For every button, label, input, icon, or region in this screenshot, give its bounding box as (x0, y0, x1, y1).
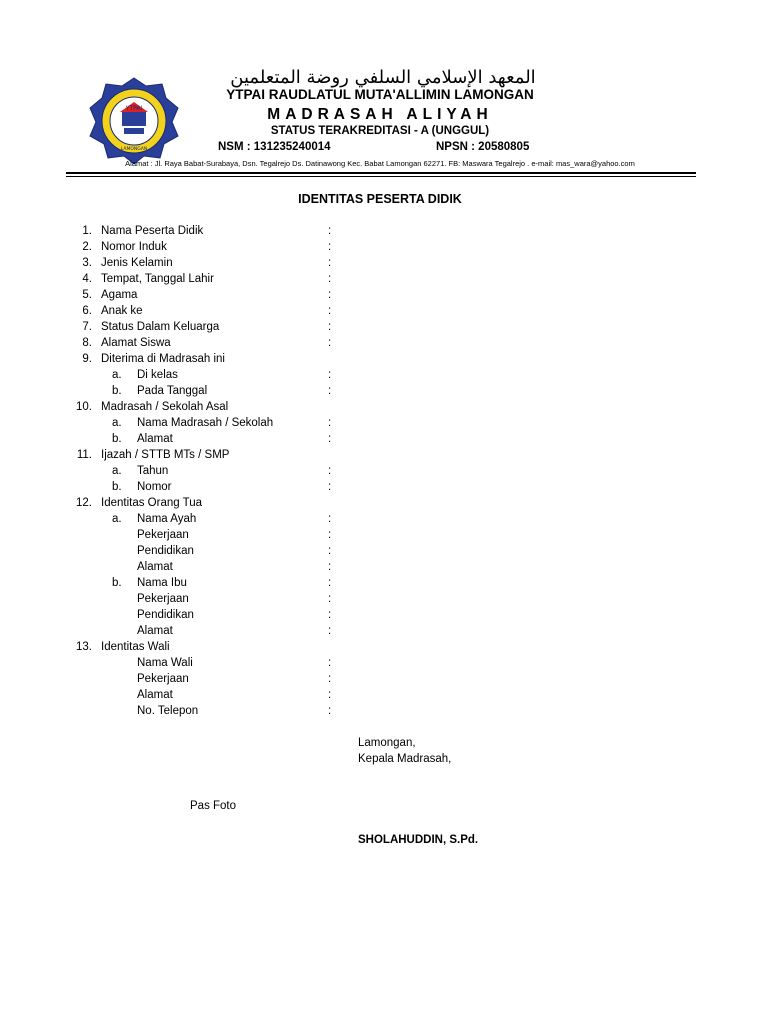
form-row (0, 353, 768, 369)
form-row (0, 561, 768, 577)
row-label: Nama Wali (137, 657, 193, 669)
accreditation-status: STATUS TERAKREDITASI - A (UNGGUL) (270, 125, 490, 137)
form-row (0, 705, 768, 721)
row-colon: : (328, 545, 332, 557)
logo-text-bottom: LAMONGAN (120, 147, 148, 152)
form-row (0, 449, 768, 465)
school-name: MADRASAH ALIYAH (267, 106, 493, 123)
row-label: Alamat (137, 625, 173, 637)
row-sub-letter: a. (112, 465, 122, 477)
form-row (0, 481, 768, 497)
school-address: Alamat : Jl. Raya Babat-Surabaya, Dsn. Tegalrejo Ds. Datinawong Kec. Babat Lamongan 62271. FB: Maswara Tegalrejo . e-mail: mas_wara@yahoo.com (125, 159, 635, 168)
row-sub-letter: b. (112, 385, 122, 397)
signature-place: Lamongan, (358, 737, 416, 749)
row-label: Diterima di Madrasah ini (101, 353, 225, 365)
photo-label: Pas Foto (190, 800, 237, 812)
row-colon: : (328, 321, 332, 333)
nsm-number: NSM : 131235240014 (218, 141, 331, 153)
row-colon: : (328, 561, 332, 573)
row-label: Identitas Wali (101, 641, 170, 653)
row-sub-letter: a. (112, 513, 122, 525)
row-sub-letter: a. (112, 369, 122, 381)
form-row (0, 625, 768, 641)
row-label: Ijazah / STTB MTs / SMP (101, 449, 230, 461)
form-row (0, 513, 768, 529)
row-colon: : (328, 337, 332, 349)
row-label: Nomor (137, 481, 172, 493)
row-number: 6. (82, 305, 92, 317)
row-label: Pendidikan (137, 609, 194, 621)
arabic-name: المعهد الإسلامي السلفي روضة المتعلمين (230, 67, 536, 88)
row-colon: : (328, 289, 332, 301)
row-label: Nomor Induk (101, 241, 167, 253)
row-sub-letter: b. (112, 433, 122, 445)
row-colon: : (328, 257, 332, 269)
document-title: IDENTITAS PESERTA DIDIK (298, 192, 462, 206)
row-label: Nama Peserta Didik (101, 225, 204, 237)
row-number: 3. (82, 257, 92, 269)
row-label: Tempat, Tanggal Lahir (101, 273, 214, 285)
row-label: Alamat (137, 433, 173, 445)
row-colon: : (328, 577, 332, 589)
row-sub-letter: a. (112, 417, 122, 429)
row-colon: : (328, 465, 332, 477)
row-label: Di kelas (137, 369, 178, 381)
form-row (0, 433, 768, 449)
row-label: Alamat Siswa (101, 337, 171, 349)
form-row (0, 401, 768, 417)
form-row (0, 321, 768, 337)
row-colon: : (328, 305, 332, 317)
row-label: Nama Madrasah / Sekolah (137, 417, 274, 429)
row-colon: : (328, 417, 332, 429)
row-label: Alamat (137, 689, 173, 701)
row-number: 1. (82, 225, 92, 237)
row-colon: : (328, 385, 332, 397)
row-number: 5. (82, 289, 92, 301)
row-number: 9. (82, 353, 92, 365)
row-label: Nama Ibu (137, 577, 187, 589)
row-colon: : (328, 225, 332, 237)
row-number: 7. (82, 321, 92, 333)
form-row (0, 225, 768, 241)
row-colon: : (328, 673, 332, 685)
row-colon: : (328, 625, 332, 637)
row-number: 10. (76, 401, 92, 413)
row-label: No. Telepon (137, 705, 199, 717)
form-row (0, 241, 768, 257)
row-number: 2. (82, 241, 92, 253)
npsn-number: NPSN : 20580805 (436, 141, 530, 153)
row-number: 11. (76, 449, 92, 461)
form-row (0, 673, 768, 689)
form-row (0, 593, 768, 609)
row-label: Agama (101, 289, 138, 301)
foundation-name: YTPAI RAUDLATUL MUTA'ALLIMIN LAMONGAN (226, 87, 534, 102)
row-number: 13. (76, 641, 92, 653)
form-row (0, 609, 768, 625)
row-colon: : (328, 481, 332, 493)
row-label: Identitas Orang Tua (101, 497, 203, 509)
row-colon: : (328, 689, 332, 701)
row-label: Alamat (137, 561, 173, 573)
row-label: Pekerjaan (137, 593, 189, 605)
row-label: Nama Ayah (137, 513, 197, 525)
row-colon: : (328, 273, 332, 285)
form-row (0, 465, 768, 481)
row-colon: : (328, 513, 332, 525)
row-label: Pada Tanggal (137, 385, 208, 397)
form-row (0, 689, 768, 705)
form-row (0, 529, 768, 545)
row-colon: : (328, 705, 332, 717)
row-label: Tahun (137, 465, 169, 477)
form-row (0, 305, 768, 321)
row-label: Pekerjaan (137, 673, 189, 685)
row-label: Status Dalam Keluarga (101, 321, 220, 333)
form-row (0, 417, 768, 433)
row-sub-letter: b. (112, 577, 122, 589)
form-row (0, 337, 768, 353)
form-row (0, 385, 768, 401)
form-row (0, 577, 768, 593)
form-row (0, 641, 768, 657)
row-label: Anak ke (101, 305, 143, 317)
form-row (0, 657, 768, 673)
row-number: 4. (82, 273, 92, 285)
form-row (0, 257, 768, 273)
row-colon: : (328, 241, 332, 253)
row-colon: : (328, 657, 332, 669)
row-label: Pendidikan (137, 545, 194, 557)
form-row (0, 545, 768, 561)
signatory-name: SHOLAHUDDIN, S.Pd. (358, 834, 479, 846)
row-number: 12. (76, 497, 92, 509)
signature-position: Kepala Madrasah, (358, 753, 452, 765)
row-colon: : (328, 433, 332, 445)
logo-text-top: YTPAI (125, 105, 143, 112)
row-label: Madrasah / Sekolah Asal (101, 401, 229, 413)
form-row (0, 289, 768, 305)
form-row (0, 369, 768, 385)
row-label: Jenis Kelamin (101, 257, 173, 269)
row-colon: : (328, 593, 332, 605)
row-sub-letter: b. (112, 481, 122, 493)
row-number: 8. (82, 337, 92, 349)
form-row (0, 497, 768, 513)
form-row (0, 273, 768, 289)
row-colon: : (328, 529, 332, 541)
row-label: Pekerjaan (137, 529, 189, 541)
row-colon: : (328, 609, 332, 621)
row-colon: : (328, 369, 332, 381)
